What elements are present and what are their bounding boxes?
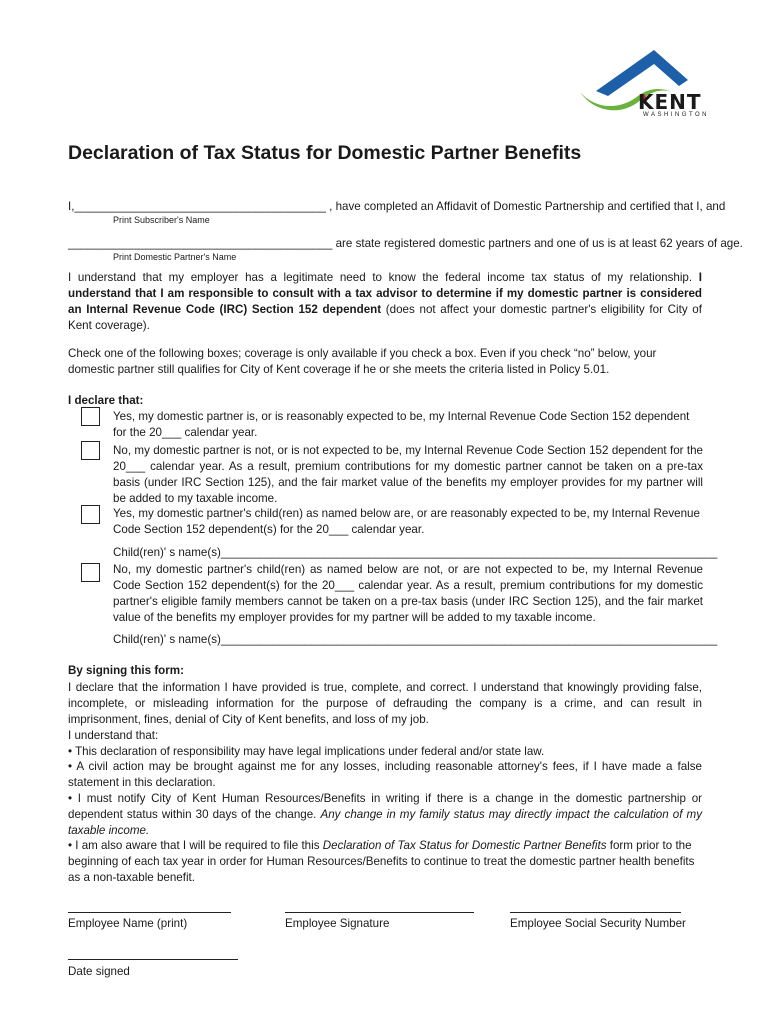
- bullet-notify-plain: • I must notify City of Kent Human Resources/Benefits in writing if there is a change in the domestic partnership or dependent status within 30 days of the change.: [68, 792, 702, 821]
- option-no-partner-dependent-text: No, my domestic partner is not, or is not expected to be, my Internal Revenue Code Section 152 dependent for the 20___ calendar year. As a result, premium contributions for my domestic partner cannot be taken on a pre-tax basis (under IRC Section 125), and the fair market value of the benefits my employer provides for my partner will be added to my taxable income.: [113, 444, 703, 505]
- subscriber-name-caption: Print Subscriber's Name: [113, 215, 210, 225]
- intro-line-1-suffix: , have completed an Affidavit of Domestic Partnership and certified that I, and: [329, 200, 726, 213]
- bullet-filing-post: form prior to the beginning of each tax year in order for Human Resources/Benefits to continue to treat the domestic partner health benefits as a non-taxable benefit.: [68, 839, 695, 884]
- intro-line-2-suffix: are state registered domestic partners and one of us is at least 62 years of age.: [335, 237, 743, 250]
- employee-ssn-label: Employee Social Security Number: [510, 917, 686, 930]
- subscriber-name-field[interactable]: _______________________________________: [74, 200, 326, 213]
- option-yes-partner-dependent-checkbox[interactable]: [81, 407, 100, 426]
- option-no-partner-dependent-checkbox[interactable]: [81, 441, 100, 460]
- understand-plain: I understand that my employer has a legitimate need to know the federal income tax status of my relationship.: [68, 271, 693, 284]
- employee-signature-label: Employee Signature: [285, 917, 390, 930]
- bullet-civil-action: • A civil action may be brought against me for any losses, including reasonable attorney's fees, if I have made a false statement in this declaration.: [68, 760, 702, 789]
- intro-line-2: [68, 236, 743, 252]
- understand-bold: I understand that I am responsible to consult with a tax advisor to determine if my domestic partner is considered an Internal Revenue Code (IRC) Section 152 dependent: [68, 271, 702, 316]
- intro-prefix: I,: [68, 200, 75, 213]
- option-yes-partner-dependent-text: Yes, my domestic partner is, or is reasonably expected to be, my Internal Revenue Code Section 152 dependent for the 20___ calendar year.: [113, 410, 690, 439]
- employee-name-label: Employee Name (print): [68, 917, 188, 930]
- logo-washington-text: WASHINGTON: [643, 112, 710, 118]
- date-signed-line[interactable]: [68, 959, 238, 960]
- employee-ssn-line[interactable]: [510, 912, 681, 913]
- partner-name-caption: Print Domestic Partner's Name: [113, 252, 237, 262]
- option-yes-children-dependent-text: Yes, my domestic partner's child(ren) as named below are, or are reasonably expected to be, my Internal Revenue Code Section 152 dependent(s) for the 20___ calendar year.: [113, 507, 700, 536]
- bullet-filing-italic: Declaration of Tax Status for Domestic Partner Benefits: [322, 839, 607, 852]
- intro-line-1: [68, 199, 725, 215]
- employee-signature-line[interactable]: [285, 912, 474, 913]
- city-of-kent-logo: [576, 44, 710, 122]
- signing-declare-text: I declare that the information I have provided is true, complete, and correct. I understand that knowingly providing false, incomplete, or misleading information for the purpose of defrauding the company is a crime, and can result in imprisonment, fines, denial of City of Kent benefits, and loss of my job.: [68, 681, 702, 726]
- employee-name-line[interactable]: [68, 912, 231, 913]
- option-yes-children-dependent-checkbox[interactable]: [81, 505, 100, 524]
- date-signed-label: Date signed: [68, 965, 130, 978]
- page-title: Declaration of Tax Status for Domestic Partner Benefits: [68, 142, 582, 164]
- understand-tail: (does not affect your domestic partner's eligibility for City of Kent coverage).: [68, 303, 702, 332]
- children-names-field-2[interactable]: Child(ren)' s name(s)_____________________________________________________________________________: [113, 633, 718, 646]
- bullet-annual-filing: [68, 838, 702, 886]
- understand-paragraph: [68, 270, 702, 334]
- check-instruction: Check one of the following boxes; coverage is only available if you check a box. Even if you check “no” below, your domestic partner still qualifies for City of Kent coverage if he or she meets the criteria listed in Policy 5.01.: [68, 347, 657, 376]
- declare-heading: I declare that:: [68, 394, 144, 407]
- signing-understand-label: I understand that:: [68, 729, 159, 742]
- signing-heading: By signing this form:: [68, 664, 184, 677]
- bullet-notify-italic: Any change in my family status may directly impact the calculation of my taxable income.: [68, 808, 702, 837]
- children-names-field-1[interactable]: Child(ren)' s name(s)_____________________________________________________________________________: [113, 546, 718, 559]
- logo-kent-text: KENT: [638, 90, 702, 114]
- bullet-legal-implications: • This declaration of responsibility may have legal implications under federal and/or state law.: [68, 745, 545, 758]
- option-no-children-dependent-text: No, my domestic partner's child(ren) as named below are not, or are not expected to be, my Internal Revenue Code Section 152 dependent(s) for the 20___ calendar year. As a result, premium contributions for my domestic partner's eligible family members cannot be taken on a pre-tax basis (under IRC Section 125), and the fair market value of the benefits my employer provides for my partner will be added to my taxable income.: [113, 563, 703, 624]
- bullet-filing-pre: • I am also aware that I will be required to file this: [68, 839, 320, 852]
- option-no-children-dependent-checkbox[interactable]: [81, 563, 100, 582]
- bullet-notify-changes: [68, 791, 702, 839]
- partner-name-field[interactable]: _________________________________________: [68, 237, 333, 250]
